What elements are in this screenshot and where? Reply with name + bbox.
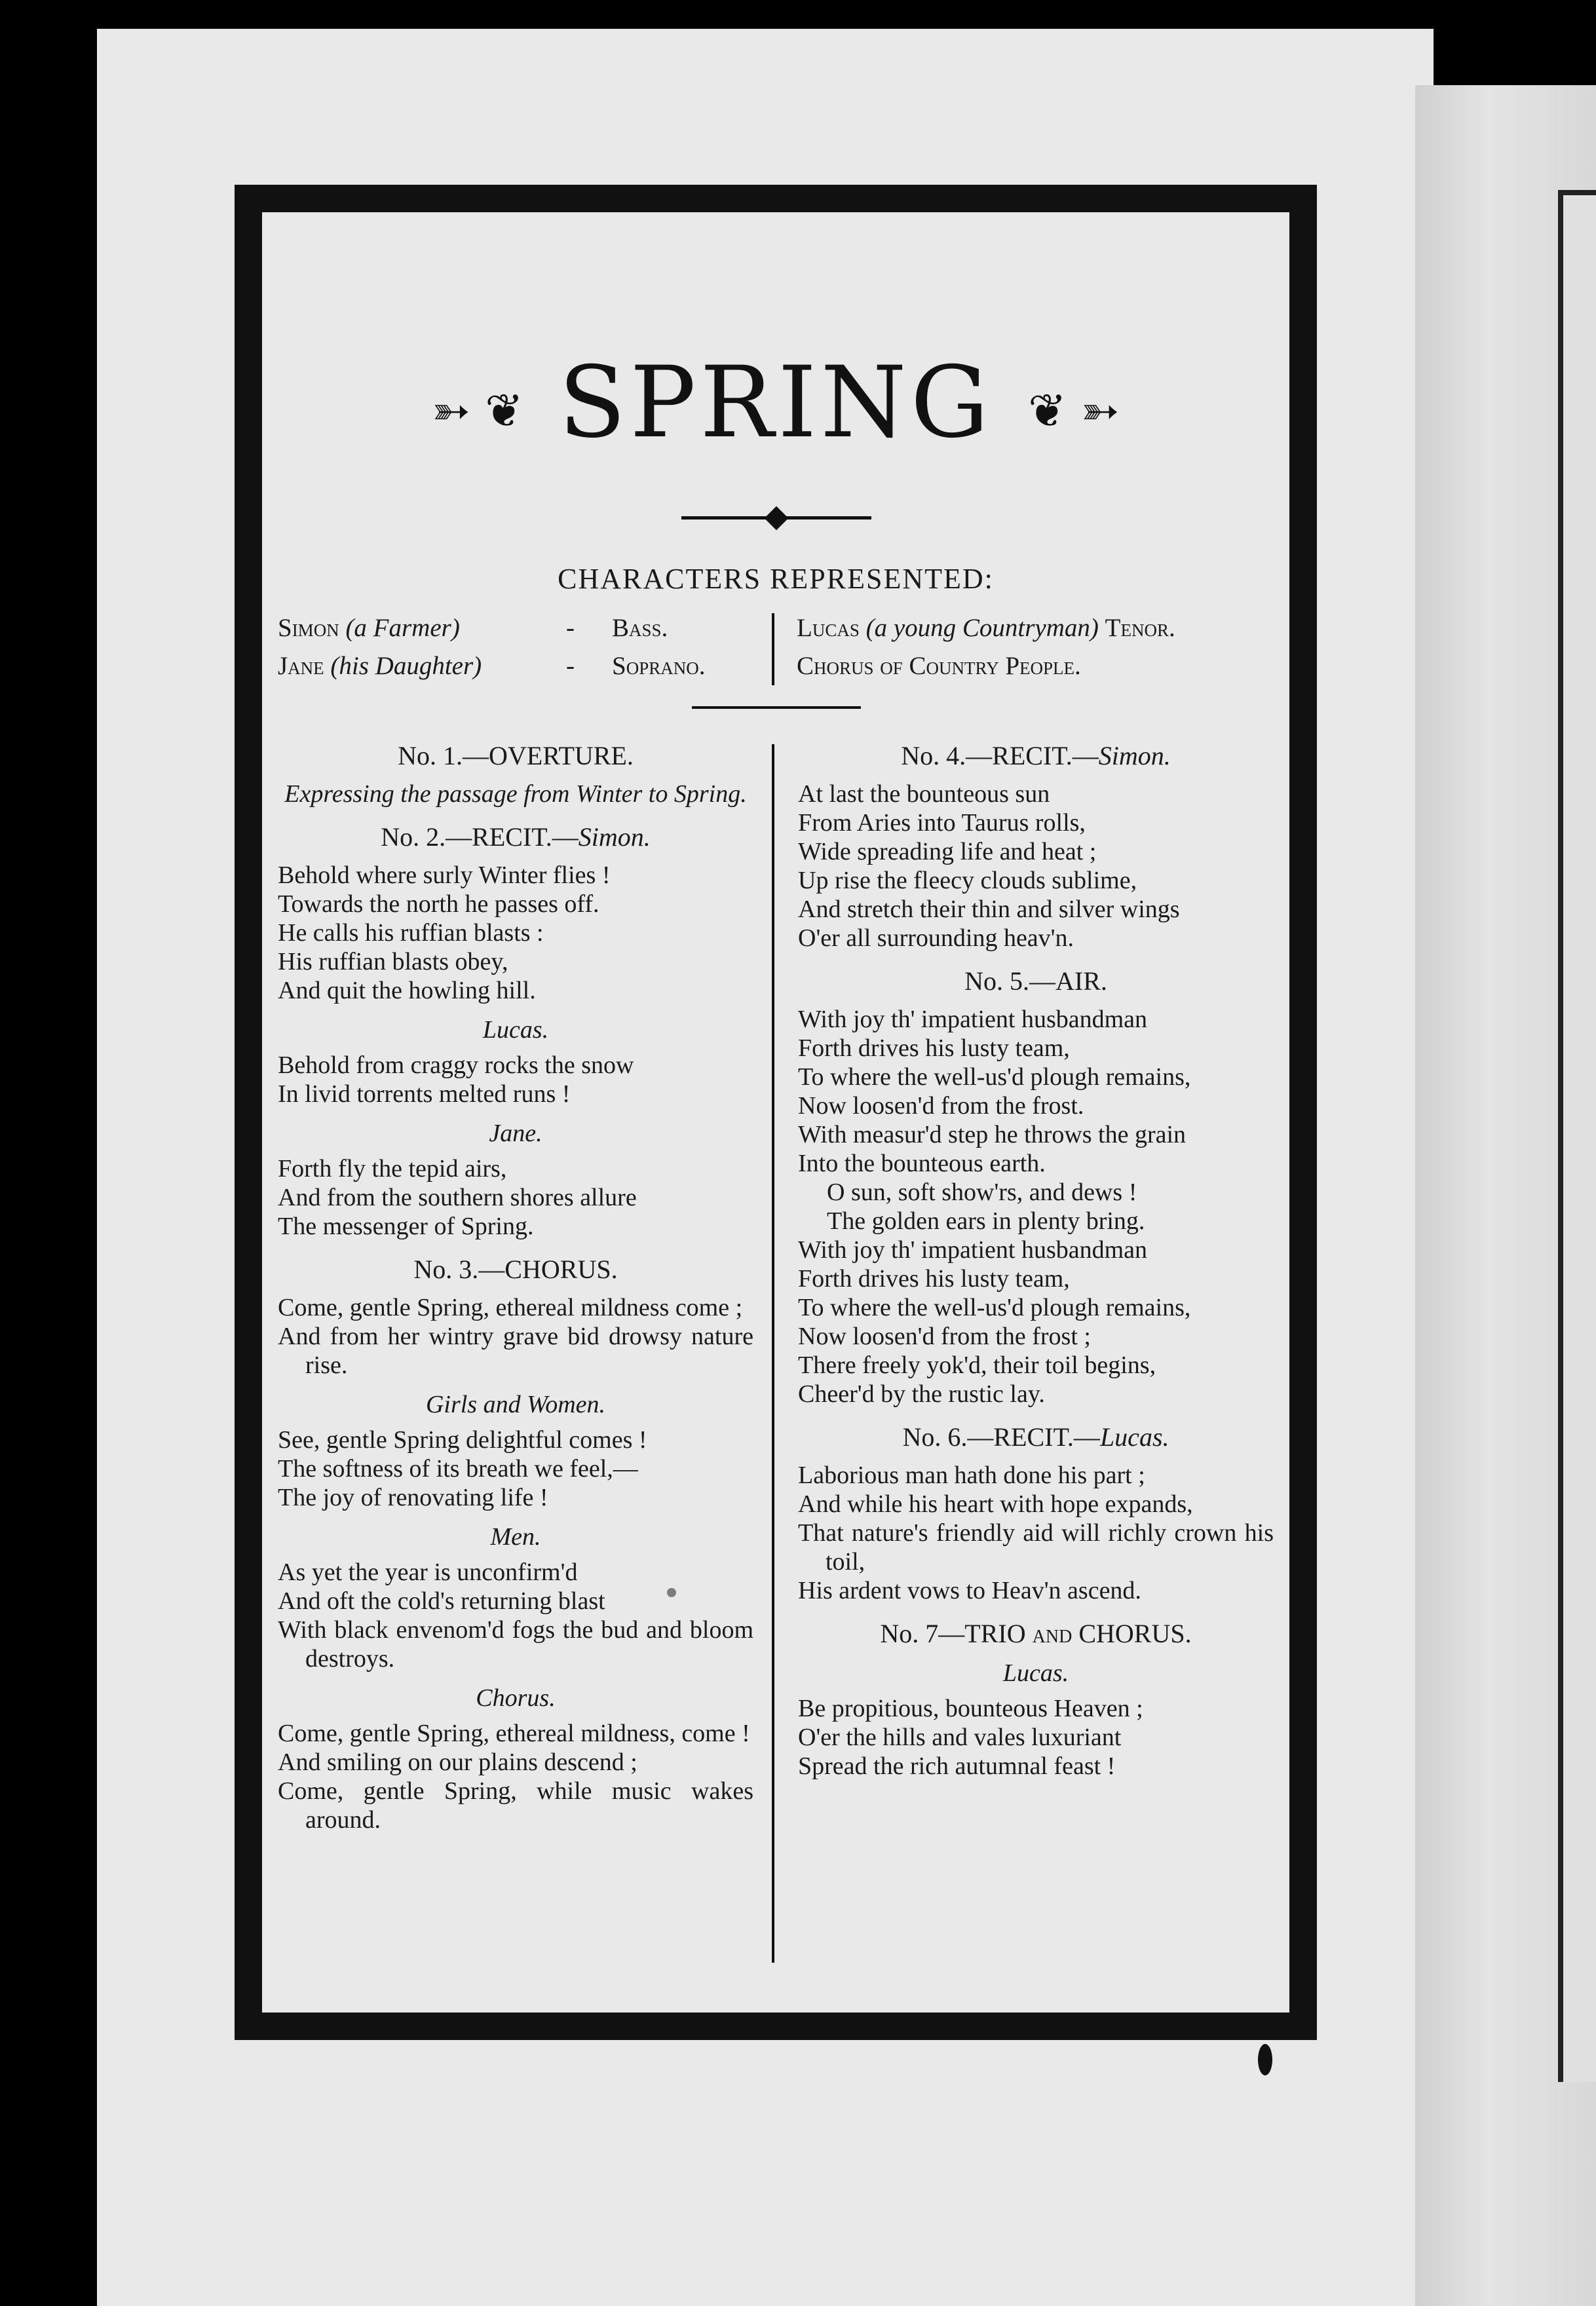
verse-line: With measur'd step he throws the grain [798,1121,1187,1148]
verse-line: The softness of its breath we feel,— [278,1455,638,1483]
cast-row [278,647,750,685]
characters-heading: CHARACTERS REPRESENTED: [558,563,994,595]
verse-line: In livid torrents melted runs ! [278,1080,571,1108]
speaker-label: Lucas. [482,1016,549,1044]
verse-line: And smiling on our plains descend ; [278,1748,637,1776]
verse-line: O'er the hills and vales luxuriant [798,1724,1122,1751]
verse-line: At last the bounteous sun [798,780,1050,808]
verse-line: With black envenom'd fogs the bud and bloom destroys. [278,1616,753,1673]
verse-line: Forth drives his lusty team, [798,1265,1070,1293]
verse-line: His ardent vows to Heav'n ascend. [798,1577,1141,1604]
ink-speck [1258,2044,1272,2075]
verse-line: Be propitious, bounteous Heaven ; [798,1695,1143,1722]
verse-line: And from the southern shores allure [278,1184,637,1211]
verse-line: From Aries into Taurus rolls, [798,809,1086,837]
section-desc: Expressing the passage from Winter to Spring. [284,780,747,808]
cast-desc: (a young Countryman) [865,614,1099,642]
speaker-label: Jane. [489,1120,542,1147]
section-heading [798,1619,1274,1648]
verse-line: As yet the year is unconfirm'd [278,1559,578,1586]
verse-line: Behold where surly Winter flies ! [278,861,611,889]
left-column [278,742,753,1834]
cast-name: Jane [278,652,324,680]
verse-line: O'er all surrounding heav'n. [798,924,1074,952]
cast-name: Chorus of Country People. [797,652,1081,680]
cast-voice: Tenor. [1105,614,1175,642]
verse-line: O sun, soft show'rs, and dews ! [827,1179,1137,1206]
section-heading [798,1423,1274,1452]
verse-line: Come, gentle Spring, ethereal mildness, come ! [278,1720,750,1747]
ink-speck [667,1588,676,1597]
verse-line: And while his heart with hope expands, [798,1490,1193,1518]
verse-line: And oft the cold's returning blast [278,1587,605,1615]
heading-text: No. 7—TRIO [880,1619,1026,1648]
verse-line: Cheer'd by the rustic lay. [798,1380,1045,1408]
verse-line: Come, gentle Spring, while music wakes around. [278,1777,753,1834]
title-text: SPRING [558,346,993,460]
verse-line: And from her wintry grave bid drowsy nature rise. [278,1323,753,1379]
verse-line: See, gentle Spring delightful comes ! [278,1426,647,1454]
cast-name: Simon [278,614,339,642]
cast-rule [692,706,861,709]
verse-line: Laborious man hath done his part ; [798,1462,1145,1489]
cast-row [797,647,1282,685]
verse-line: Spread the rich autumnal feast ! [798,1752,1116,1780]
verse-line: And stretch their thin and silver wings [798,896,1180,923]
heading-text: No. 4.—RECIT.— [901,741,1099,770]
speaker-label: Girls and Women. [425,1391,606,1418]
heading-text: No. 2.—RECIT.— [381,822,579,852]
left-flourish-icon: ➳ ❦ [432,384,523,438]
column-divider [772,744,774,1963]
cast-sep: - [566,614,575,642]
cast-desc: (his Daughter) [330,652,482,680]
verse-line: Wide spreading life and heat ; [798,838,1097,865]
heading-and: and [1032,1619,1073,1648]
verse-line: To where the well-us'd plough remains, [798,1063,1191,1091]
cast-right [797,609,1282,685]
speaker-label: Men. [490,1523,541,1551]
verse-line: Come, gentle Spring, ethereal mildness come ; [278,1294,743,1321]
section-heading [798,742,1274,770]
heading-speaker: Lucas. [1099,1422,1169,1452]
section-heading: No. 3.—CHORUS. [413,1255,618,1284]
heading-text: No. 6.—RECIT.— [902,1422,1100,1452]
cast-voice: Soprano. [612,652,706,680]
section-heading [278,823,753,852]
right-column [798,742,1274,1781]
section-heading: No. 1.—OVERTURE. [398,741,634,770]
cast-desc: (a Farmer) [345,614,460,642]
heading-speaker: Simon. [578,822,651,852]
cast-row [797,609,1282,647]
cast-voice: Bass. [612,614,668,642]
section-heading: No. 5.—AIR. [964,966,1107,996]
verse-line: The golden ears in plenty bring. [827,1207,1145,1235]
heading-speaker: Simon. [1098,741,1171,770]
verse-line: He calls his ruffian blasts : [278,919,544,947]
verse-line: That nature's friendly aid will richly crown his toil, [798,1519,1274,1576]
speaker-label: Lucas. [1002,1659,1069,1687]
verse-line: Into the bounteous earth. [798,1150,1046,1177]
verse-line: And quit the howling hill. [278,977,536,1004]
verse-line: Forth fly the tepid airs, [278,1155,507,1182]
verse-line: Behold from craggy rocks the snow [278,1051,634,1079]
verse-line: His ruffian blasts obey, [278,948,508,975]
verse-line: Now loosen'd from the frost ; [798,1323,1091,1350]
verse-line: Forth drives his lusty team, [798,1034,1070,1062]
speaker-label: Chorus. [476,1684,556,1712]
verse-line: The messenger of Spring. [278,1213,534,1240]
cast-left [278,609,750,685]
right-flourish-icon: ❦ ➳ [1028,384,1120,438]
heading-tail: CHORUS. [1078,1619,1192,1648]
verse-line: The joy of renovating life ! [278,1484,548,1511]
cast-divider [772,613,774,685]
cast-sep: - [566,652,575,680]
verse-line: With joy th' impatient husbandman [798,1006,1148,1033]
cast-name: Lucas [797,614,860,642]
verse-line: Towards the north he passes off. [278,890,599,918]
cast-row [278,609,750,647]
verse-line: Up rise the fleecy clouds sublime, [798,867,1137,894]
adjacent-page-border [1558,190,1596,2082]
verse-line: To where the well-us'd plough remains, [798,1294,1191,1321]
page-title [259,346,1292,460]
verse-line: With joy th' impatient husbandman [798,1236,1148,1264]
verse-line: There freely yok'd, their toil begins, [798,1351,1156,1379]
verse-line: Now loosen'd from the frost. [798,1092,1084,1120]
